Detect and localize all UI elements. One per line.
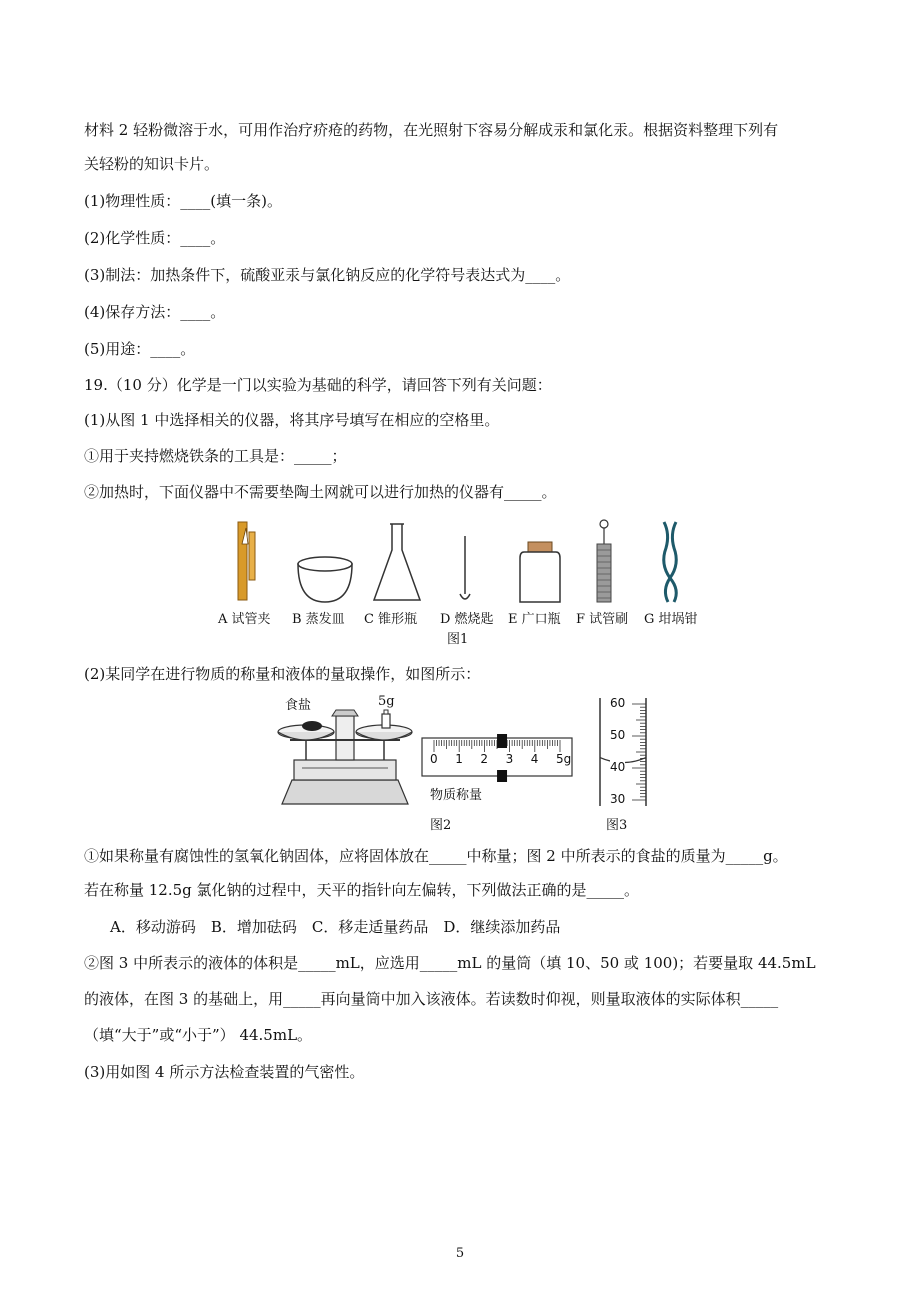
ruler-tick-label: 2 [480, 752, 489, 766]
text-line: (1)从图 1 中选择相关的仪器，将其序号填写在相应的空格里。 [84, 411, 500, 429]
ruler-tick-label: 4 [530, 752, 539, 766]
text-line: (4)保存方法：____。 [84, 303, 226, 321]
figure1-apparatus [210, 514, 720, 606]
figure1-label-d: D 燃烧匙 [440, 612, 494, 627]
wide-mouth-bottle-icon [520, 542, 560, 602]
rider-scale [420, 730, 574, 782]
figure1-label-a: A 试管夹 [218, 612, 271, 627]
text-line: (2)某同学在进行物质的称量和液体的量取操作，如图所示： [84, 665, 481, 683]
text-line: (1)物理性质：____(填一条)。 [84, 192, 282, 210]
ruler-tick-label: 3 [505, 752, 514, 766]
ruler-tick-label: 1 [455, 752, 463, 766]
combustion-spoon-icon [460, 536, 470, 599]
text-line: ①用于夹持燃烧铁条的工具是：_____； [84, 447, 347, 465]
figure3-caption: 图3 [606, 818, 628, 833]
figure1-label-g: G 坩埚钳 [644, 612, 698, 627]
left-pan-label: 食盐 [285, 698, 312, 713]
text-line: 若在称量 12.5g 氯化钠的过程中，天平的指针向左偏转，下列做法正确的是_____。 [84, 881, 640, 899]
text-line: (3)制法：加热条件下，硫酸亚汞与氯化钠反应的化学符号表达式为____。 [84, 266, 571, 284]
test-tube-holder-icon [238, 522, 255, 600]
conical-flask-icon [374, 524, 420, 600]
text-line: 的液体，在图 3 的基础上，用_____再向量筒中加入该液体。若读数时仰视，则量取液体的实际体积_____ [84, 990, 779, 1008]
cylinder-scale-label: 50 [610, 728, 626, 742]
figure1-label-e: E 广口瓶 [508, 612, 561, 627]
cylinder-scale-label: 40 [610, 760, 626, 774]
text-line: ①如果称量有腐蚀性的氢氧化钠固体，应将固体放在_____中称量；图 2 中所表示的食盐的质量为_____g。 [84, 847, 788, 865]
evaporating-dish-icon [298, 557, 352, 602]
page-number: 5 [455, 1246, 465, 1261]
test-tube-brush-icon [597, 520, 611, 602]
cylinder-scale-label: 60 [610, 696, 626, 710]
balance-illustration [272, 708, 418, 810]
text-line: 材料 2 轻粉微溶于水，可用作治疗疥疮的药物，在光照射下容易分解成汞和氯化汞。根据资料整理下列有 [84, 121, 779, 139]
text-line: (2)化学性质：____。 [84, 229, 226, 247]
text-line: ②加热时，下面仪器中不需要垫陶土网就可以进行加热的仪器有_____。 [84, 483, 557, 501]
crucible-tongs-icon [664, 522, 677, 602]
figure2-sub-label: 物质称量 [430, 788, 483, 803]
figure1-label-f: F 试管刷 [576, 612, 629, 627]
text-line: ②图 3 中所表示的液体的体积是_____mL，应选用_____mL 的量筒（填 10、50 或 100)；若要量取 44.5mL [84, 954, 816, 972]
rider-top-marker [497, 734, 507, 748]
text-line: (3)用如图 4 所示方法检查装置的气密性。 [84, 1063, 365, 1081]
ruler-tick-label: 0 [430, 752, 438, 766]
ruler-tick-label: 5g [556, 752, 572, 766]
right-pan-label: 5g [378, 694, 395, 709]
figure1-label-b: B 蒸发皿 [292, 612, 345, 627]
question-19-heading: 19.（10 分）化学是一门以实验为基础的科学，请回答下列有关问题： [84, 376, 552, 394]
graduated-cylinder [596, 696, 656, 808]
rider-bottom-marker [497, 770, 507, 782]
text-line: (5)用途：____。 [84, 340, 196, 358]
answer-options: A．移动游码 B．增加砝码 C．移走适量药品 D．继续添加药品 [110, 918, 561, 936]
text-line: （填“大于”或“小于”） 44.5mL。 [84, 1026, 313, 1044]
cylinder-scale-label: 30 [610, 792, 626, 806]
text-line: 关轻粉的知识卡片。 [84, 155, 220, 173]
figure2-caption: 图2 [430, 818, 452, 833]
figure1-label-c: C 锥形瓶 [364, 612, 418, 627]
figure1-caption: 图1 [447, 632, 469, 647]
